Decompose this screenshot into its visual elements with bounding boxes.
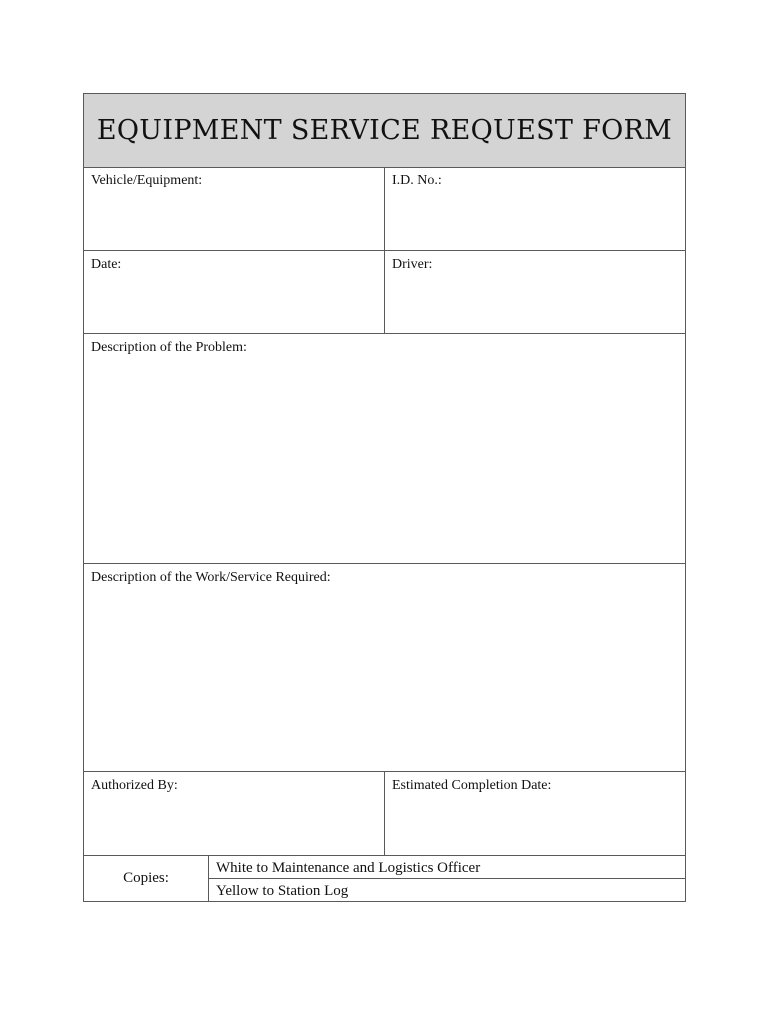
vehicle-equipment-label: Vehicle/Equipment: [91,173,203,188]
copy-line-yellow: Yellow to Station Log [216,883,349,899]
id-no-cell [385,167,685,251]
id-no-field[interactable] [385,191,685,250]
problem-description-field[interactable] [84,358,685,563]
authorized-by-field[interactable] [84,796,384,855]
authorized-by-cell [84,772,385,856]
work-service-required-cell [84,564,685,772]
copies-label-cell [84,856,209,901]
driver-cell [385,251,685,334]
date-label: Date: [91,257,122,272]
driver-field[interactable] [385,275,685,333]
authorized-by-label: Authorized By: [91,778,178,793]
estimated-completion-date-field[interactable] [385,796,685,855]
driver-label: Driver: [392,257,433,272]
vehicle-equipment-field[interactable] [84,191,384,250]
problem-description-label: Description of the Problem: [91,340,247,355]
estimated-completion-date-cell [385,772,685,856]
form-title-bar [84,94,685,168]
estimated-completion-date-label: Estimated Completion Date: [392,778,552,793]
vehicle-equipment-cell [84,167,385,251]
id-no-label: I.D. No.: [392,173,442,188]
date-cell [84,251,385,334]
copies-label: Copies: [123,870,169,886]
work-service-required-field[interactable] [84,588,685,771]
form-title: EQUIPMENT SERVICE REQUEST FORM [96,115,673,146]
copy-line-white: White to Maintenance and Logistics Officer [209,856,685,879]
problem-description-cell [84,334,685,564]
equipment-service-request-form [83,93,686,902]
date-field[interactable] [84,275,384,333]
work-service-required-label: Description of the Work/Service Required: [91,570,331,585]
